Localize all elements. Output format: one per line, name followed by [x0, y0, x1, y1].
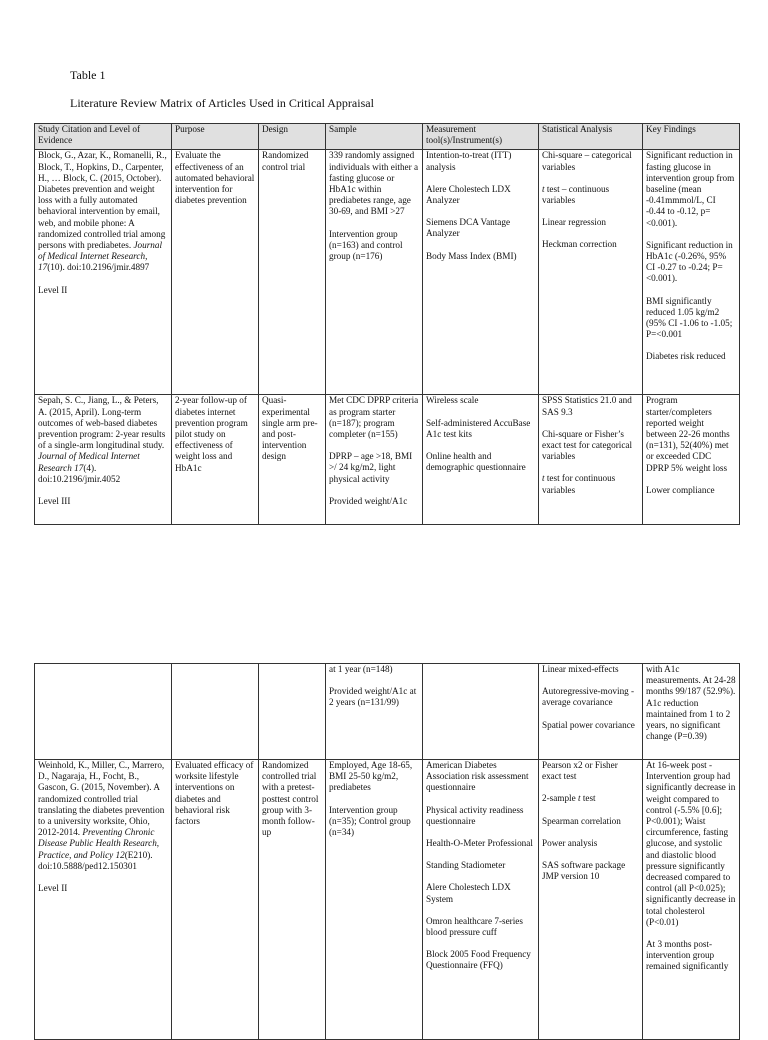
cell-paragraph: Autoregressive-moving -average covariance — [542, 686, 635, 708]
header-cell: Study Citation and Level of Evidence — [35, 124, 172, 150]
citation-cell: Block, G., Azar, K., Romanelli, R., Block, T., Hopkins, D., Carpenter, H., … Block, C. (2015, October). Diabetes prevention and weight loss with a fully automated behavioral intervention by email, web, and mobile phone: A randomized controlled trial among persons with prediabetes. Journal of Medical Internet Research, 17(10). doi:10.2196/jmir.4897 Level II — [35, 150, 172, 395]
italic-text: t — [542, 183, 545, 194]
cell-paragraph — [542, 760, 639, 782]
cell-paragraph — [542, 429, 639, 463]
sample-cell — [326, 150, 423, 395]
text-run: Chi-square or Fisher’s exact test for categorical variables — [542, 428, 633, 462]
text-run: 2-sample — [542, 793, 578, 804]
sample-cell — [326, 664, 423, 760]
cell-paragraph: At 16-week post - Intervention group had significantly decrease in weight compared to control (-5.5% [0.6]; P<0.001); Waist circumference, fasting glucose, and systolic and diastolic blood pressure significantly decreased compared to control (all P<0.025); significantly decrease in total cholesterol (P<0.01) — [646, 760, 736, 927]
header-cell: Sample — [326, 124, 423, 150]
page-title: Table 1 — [70, 68, 106, 82]
measurement-cell — [423, 664, 539, 760]
citation-cell — [35, 664, 172, 760]
sample-cell — [326, 395, 423, 525]
cell-paragraph: Wireless scale — [426, 395, 479, 406]
findings-cell — [643, 760, 740, 1040]
cell-paragraph — [542, 793, 639, 804]
header-cell: Statistical Analysis — [539, 124, 643, 150]
cell-paragraph: Alere Cholestech LDX Analyzer — [426, 183, 511, 206]
italic-text: Preventing Chronic Disease Public Health Research, Practice, and Policy 12 — [38, 827, 160, 860]
cell-paragraph — [542, 838, 639, 849]
cell-paragraph — [542, 816, 639, 827]
stats-cell — [539, 395, 643, 525]
cell-paragraph — [542, 473, 639, 495]
text-run: SAS software package JMP version 10 — [542, 860, 626, 882]
sample-cell — [326, 760, 423, 1040]
cell-paragraph: Intention-to-treat (ITT) analysis — [426, 150, 512, 172]
cell-paragraph: American Diabetes Association risk assessment questionnaire — [426, 760, 529, 793]
header-cell: Measurement tool(s)/Instrument(s) — [423, 124, 539, 150]
cell-paragraph — [542, 184, 639, 206]
header-cell: Key Findings — [643, 124, 740, 150]
cell-paragraph: 339 randomly assigned individuals with either a fasting glucose or HbA1c within prediabetes range, age 30-69, and BMI >27 — [329, 150, 419, 217]
text-run: (4). doi:10.2196/jmir.4052 — [38, 462, 121, 484]
stats-cell — [539, 760, 643, 1040]
cell-paragraph: At 3 months post-intervention group remained significantly — [646, 939, 729, 972]
design-cell — [259, 664, 326, 760]
cell-paragraph: with A1c measurements. At 24-28 months 99/187 (52.9%). A1c reduction maintained from 1 to 2 years, no significant change (P=0.39) — [646, 664, 736, 742]
cell-paragraph: Significant reduction in fasting glucose in intervention group from baseline (mean -0.41mmmol/L, CI -0.44 to -0.12, p=<0.001). — [646, 150, 735, 228]
measurement-cell — [423, 760, 539, 1040]
text-run: Heckman correction — [542, 239, 617, 250]
cell-paragraph — [542, 395, 639, 417]
page-subtitle: Literature Review Matrix of Articles Used in Critical Appraisal — [70, 96, 374, 110]
cell-paragraph: Diabetes risk reduced — [646, 351, 726, 362]
purpose-cell: Evaluate the effectiveness of an automated behavioral intervention for diabetes prevention — [172, 150, 259, 395]
text-run: (10). doi:10.2196/jmir.4897 — [47, 262, 150, 273]
design-cell: Randomized controlled trial with a pretest-posttest control group with 3-month follow-up — [259, 760, 326, 1040]
findings-cell — [643, 150, 740, 395]
cell-paragraph: BMI significantly reduced 1.05 kg/m2 (95% CI -1.06 to -1.05; P=<0.001 — [646, 295, 733, 340]
cell-paragraph: Intervention group (n=163) and control group (n=176) — [329, 228, 403, 262]
text-run: Spearman correlation — [542, 815, 621, 826]
cell-paragraph: DPRP – age >18, BMI >/ 24 kg/m2, light physical activity — [329, 451, 413, 484]
cell-paragraph — [542, 239, 639, 250]
cell-paragraph: Siemens DCA Vantage Analyzer — [426, 217, 511, 239]
text-run: Weinhold, K., Miller, C., Marrero, D., Nagaraja, H., Focht, B., Gascon, G. (2015, November). A randomized controlled trial translating the diabetes prevention to a university worksite, Ohio, 2012-2014. — [38, 760, 165, 838]
cell-paragraph: Lower compliance — [646, 484, 715, 495]
text-run: Power analysis — [542, 837, 598, 848]
cell-paragraph: Provided weight/A1c — [329, 495, 408, 506]
literature-matrix-table-continued — [34, 663, 740, 1040]
cell-paragraph: Provided weight/A1c at 2 years (n=131/99) — [329, 686, 417, 708]
italic-text: t — [577, 793, 581, 804]
cell-paragraph: Spatial power covariance — [542, 719, 635, 730]
cell-paragraph: Health-O-Meter Professional — [426, 838, 533, 849]
citation-cell: Sepah, S. C., Jiang, L., & Peters, A. (2015, April). Long-term outcomes of web-based diabetes prevention program: 2-year results of a single-arm longitudinal study. Journal of Medical Internet Research 17(4). doi:10.2196/jmir.4052 Level III — [35, 395, 172, 525]
cell-paragraph: Online health and demographic questionnaire — [426, 451, 526, 473]
table-row — [35, 664, 740, 760]
table-row — [35, 760, 740, 1040]
italic-text: Journal of Medical Internet Research 17 — [38, 451, 140, 473]
cell-paragraph: Block 2005 Food Frequency Questionnaire (FFQ) — [426, 949, 531, 971]
cell-paragraph: at 1 year (n=148) — [329, 664, 393, 674]
table-row — [35, 395, 740, 525]
italic-text: Journal of Medical Internet Research, 17 — [38, 240, 163, 273]
text-run: Sepah, S. C., Jiang, L., & Peters, A. (2015, April). Long-term outcomes of web-based diabetes prevention program: 2-year results of a single-arm longitudinal study. — [38, 395, 166, 451]
cell-paragraph: Alere Cholestech LDX System — [426, 882, 511, 904]
italic-text: t — [542, 473, 545, 484]
design-cell: Quasi-experimental single arm pre- and post-intervention design — [259, 395, 326, 525]
stats-cell — [539, 150, 643, 395]
header-cell: Design — [259, 124, 326, 150]
cell-paragraph: Met CDC DPRP criteria as program starter (n=187); program completer (n=155) — [329, 395, 419, 440]
text-run: test – continuous variables — [542, 183, 610, 206]
stats-cell — [539, 664, 643, 760]
purpose-cell: Evaluated efficacy of worksite lifestyle interventions on diabetes and behavioral risk factors — [172, 760, 259, 1040]
text-run: test — [580, 793, 596, 804]
cell-paragraph: Body Mass Index (BMI) — [426, 250, 517, 261]
cell-paragraph: Significant reduction in HbA1c (-0.26%, 95% CI -0.27 to -0.24; P=<0.001). — [646, 239, 733, 284]
cell-paragraph: Intervention group (n=35); Control group (n=34) — [329, 804, 411, 838]
measurement-cell — [423, 395, 539, 525]
text-run: Block, G., Azar, K., Romanelli, R., Block, T., Hopkins, D., Carpenter, H., … Block, C. (2015, October). Diabetes prevention and weight loss with a fully automated behavioral intervention by email, web, and mobile phone: A randomized controlled trial among persons with prediabetes. — [38, 150, 167, 251]
cell-paragraph: Physical activity readiness questionnaire — [426, 804, 524, 826]
header-cell: Purpose — [172, 124, 259, 150]
findings-cell — [643, 395, 740, 525]
purpose-cell — [172, 664, 259, 760]
cell-paragraph — [542, 150, 639, 172]
measurement-cell — [423, 150, 539, 395]
cell-paragraph — [542, 860, 639, 882]
text-run: SPSS Statistics 21.0 and SAS 9.3 — [542, 395, 632, 417]
cell-paragraph: Omron healthcare 7-series blood pressure cuff — [426, 915, 523, 938]
text-run: Pearson x2 or Fisher exact test — [542, 760, 618, 782]
cell-paragraph — [542, 217, 639, 228]
cell-paragraph: Self-administered AccuBase A1c test kits — [426, 417, 531, 439]
cell-paragraph: Employed, Age 18-65, BMI 25-50 kg/m2, prediabetes — [329, 760, 413, 793]
cell-paragraph: Standing Stadiometer — [426, 860, 506, 871]
cell-paragraph: Linear mixed-effects — [542, 664, 619, 674]
text-run: (E210). doi:10.5888/ped12.150301 — [38, 849, 153, 871]
table-row — [35, 150, 740, 395]
citation-cell: Weinhold, K., Miller, C., Marrero, D., Nagaraja, H., Focht, B., Gascon, G. (2015, November). A randomized controlled trial translating the diabetes prevention to a university worksite, Ohio, 2012-2014. Preventing Chronic Disease Public Health Research, Practice, and Policy 12(E210). doi:10.5888/ped12.150301 Level II — [35, 760, 172, 1040]
cell-paragraph: Program starter/completers reported weight between 22-26 months (n=131), 52(40%) met or exceeded CDC DPRP 5% weight loss — [646, 395, 730, 473]
text-run: test for continuous variables — [542, 473, 616, 495]
design-cell: Randomized control trial — [259, 150, 326, 395]
literature-matrix-table — [34, 123, 740, 525]
text-run: Chi-square – categorical variables — [542, 150, 632, 172]
purpose-cell: 2-year follow-up of diabetes internet prevention program pilot study on effectiveness of weight loss and HbA1c — [172, 395, 259, 525]
findings-cell — [643, 664, 740, 760]
header-row — [35, 124, 740, 150]
text-run: Linear regression — [542, 217, 607, 228]
